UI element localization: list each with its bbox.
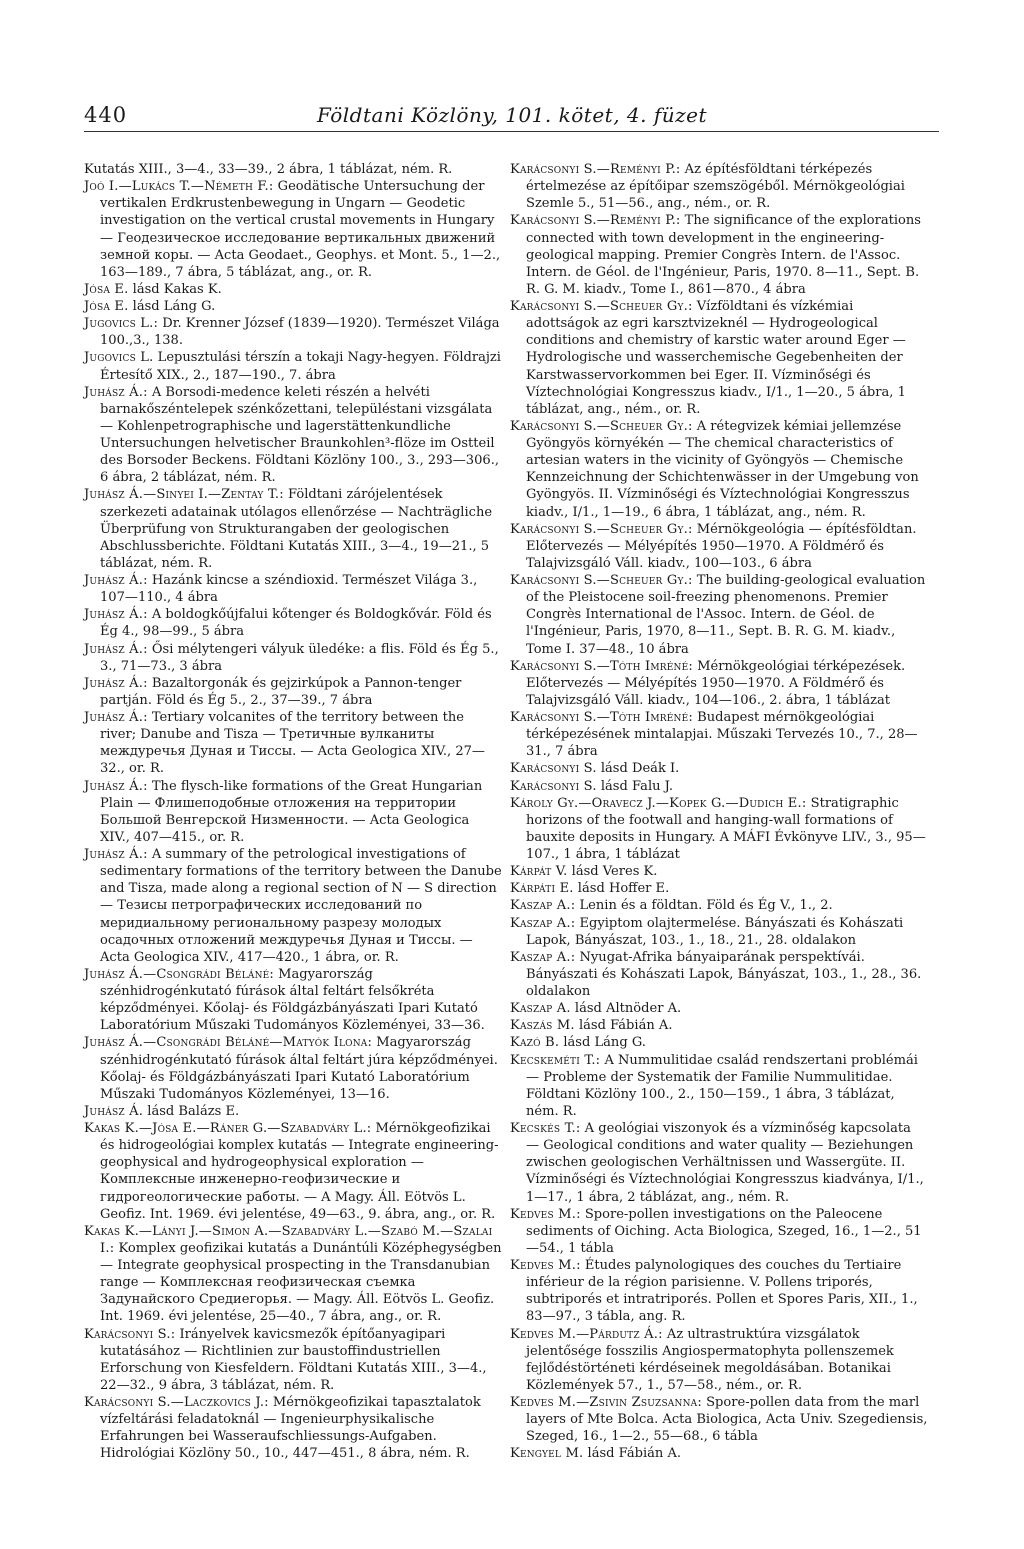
entry-text: Lenin és a földtan. Föld és Ég V., 1., 2.	[579, 898, 833, 914]
bibliography-entry	[510, 778, 928, 795]
entry-author: Karácsonyi S.—Reményi P.:	[510, 213, 681, 229]
entry-author: Kaszap A.:	[510, 949, 576, 965]
entry-author: Karácsonyi S.—Scheuer Gy.:	[510, 521, 693, 537]
bibliography-entry	[510, 709, 928, 760]
entry-author: Juhász Á.—Csongrádi Béláné—Matyók Ilona:	[84, 1035, 373, 1051]
entry-author: Kecskés T.:	[510, 1121, 581, 1136]
entry-text: Hazánk kincse a széndioxid. Természet Világa 3., 107—110., 4 ábra	[100, 573, 478, 606]
entry-text: A boldogkőújfalui kőtenger és Boldogkővár. Föld és Ég 4., 98—99., 5 ábra	[100, 607, 492, 640]
entry-text: Földtani zárójelentések szerkezeti adatainak utólagos ellenőrzése — Nachträgliche Überprüfung von Strukturangaben der geologischen Abschlussberichte. Földtani Kutatás XIII., 3—4., 19—21., 5 táblázat, ném. R.	[100, 487, 493, 571]
entry-text: Stratigraphic horizons of the footwall and hanging-wall formations of bauxite deposits in Hungary. A MÁFI Évkönyve LIV., 3., 95—107., 1 ábra, 1 táblázat	[526, 795, 926, 862]
entry-author: Karácsonyi S.—Scheuer Gy.:	[510, 299, 693, 314]
entry-text: Budapest mérnökgeológiai térképezésének mintalapjai. Műszaki Tervezés 10., 7., 28—31., 7 ábra	[526, 710, 918, 760]
entry-author: Joó I.—Lukács T.—Németh F.:	[84, 179, 274, 195]
entry-text: The significance of the explorations connected with town development in the engineering-geological mapping. Premier Congrès Intern. de l'Assoc. Intern. de Géol. de l'Ingénieur, Paris, 1970. 8—11., Sept. B. R. G. M. kiadv., Tome I., 861—870., 4 ábra	[526, 213, 921, 297]
bibliography-entry	[84, 349, 502, 383]
bibliography-entry	[84, 641, 502, 675]
entry-author: Juhász Á.:	[84, 847, 148, 862]
entry-text: lásd Deák I.	[600, 761, 680, 777]
bibliography-entry	[510, 1052, 928, 1121]
entry-text: lásd Láng G.	[132, 299, 216, 314]
entry-author: Kazó B.	[510, 1035, 560, 1051]
bibliography-entry	[84, 1394, 502, 1463]
entry-text: A Nummulitidae család rendszertani problémái — Probleme der Systematik der Familie Nummulitidae. Földtani Közlöny 100., 2., 150—159., 1 ábra, 3 táblázat, ném. R.	[526, 1052, 918, 1119]
page-header	[84, 103, 940, 133]
bibliography-entry	[84, 1223, 502, 1326]
bibliography-entry	[84, 1326, 502, 1395]
entry-author: Karácsonyi S.	[510, 778, 597, 794]
bibliography-entry	[510, 521, 928, 572]
bibliography-entry	[84, 1120, 502, 1223]
entry-text: Spore-pollen data from the marl layers of Mte Bolca. Acta Biologica, Acta Univ. Szegediensis, Szeged, 16., 1—2., 55—68., 6 tábla	[526, 1395, 928, 1445]
entry-text: Irányelvek kavicsmezők építőanyagipari kutatásához — Richtlinien zur baustoffindustriellen Erforschung von Kiesfeldern. Földtani Kutatás XIII., 3—4., 22—32., 9 ábra, 3 táblázat, ném. R.	[100, 1326, 487, 1393]
bibliography-entry	[84, 178, 502, 281]
header-rule	[84, 131, 939, 132]
entry-text: A summary of the petrological investigations of sedimentary formations of the territory between the Danube and Tisza, made along a regional section of N — S direction — Тезисы петрографических исследований по меридиальному региональному разрезу молодых осадочных отложений междуречья Дуная и Тиссы. — Acta Geologica XIV., 417—420., 1 ábra, or. R.	[100, 847, 502, 965]
entry-author: Jósa E.	[84, 299, 129, 314]
bibliography-entry	[510, 161, 928, 212]
entry-text: lásd Fábián A.	[587, 1446, 682, 1462]
bibliography-entry	[84, 572, 502, 606]
entry-author: Kecskeméti T.:	[510, 1052, 601, 1068]
bibliography-entry	[84, 298, 502, 315]
bibliography-entry	[84, 161, 502, 178]
entry-text: lásd Falu J.	[600, 778, 674, 794]
bibliography-entry	[510, 1394, 928, 1445]
entry-text: Spore-pollen investigations on the Paleocene sediments of Oiching. Acta Biologica, Szeged, 16., 1—2., 51—54., 1 tábla	[526, 1206, 922, 1256]
entry-author: Juhász Á.:	[84, 384, 148, 400]
entry-text: Egyiptom olajtermelése. Bányászati és Kohászati Lapok, Bányászat, 103., 1., 18., 21., 28. oldalakon	[526, 915, 904, 948]
bibliography-entry	[84, 1103, 502, 1120]
bibliography-entry	[84, 966, 502, 1035]
entry-author: Károly Gy.—Oravecz J.—Kopek G.—Dudich E.:	[510, 795, 807, 811]
entry-author: Karácsonyi S.—Reményi P.:	[510, 162, 681, 177]
entry-author: Jósa E.	[84, 281, 129, 297]
left-column	[84, 161, 502, 1463]
bibliography-entry	[510, 1000, 928, 1017]
entry-text: Mérnökgeofizikai és hidrogeológiai komplex kutatás — Integrate engineering-geophysical and hydrogeophysical exploration — Комплексные инженерно-геофизические и гидрогеологические работы. — A Magy. Áll. Eötvös L. Geofiz. Int. 1969. évi jelentése, 49—63., 9. ábra, ang., or. R.	[100, 1121, 499, 1222]
entry-author: Kaszás M.	[510, 1018, 575, 1034]
entry-text: A geológiai viszonyok és a vízminőség kapcsolata — Geological conditions and water quality — Beziehungen zwischen geologischen Verhältnissen und Wassergüte. II. Vízminőségi és Víztechnológiai Kongresszus kiadványa, I/1., 1—17., 1 ábra, 2 táblázat, ang., ném. R.	[526, 1121, 924, 1205]
running-title: Földtani Közlöny, 101. kötet, 4. füzet	[316, 103, 708, 127]
entry-author: Juhász Á.:	[84, 607, 148, 623]
entry-author: Karácsonyi S.	[510, 761, 597, 777]
bibliography-entry	[84, 486, 502, 572]
entry-text: lásd Hoffer E.	[577, 881, 670, 897]
bibliography-entry	[510, 760, 928, 777]
entry-text: Komplex geofizikai kutatás a Dunántúli Középhegységben — Integrate geophysical prospecting in the Transdanubian range — Комплексная геофизическая съемка Задунайского Средиегорья. — Magy. Áll. Eötvös L. Geofiz. Int. 1969. évi jelentése, 25—40., 7 ábra, ang., or. R.	[100, 1240, 502, 1325]
bibliography-entry	[84, 846, 502, 966]
entry-text: Kutatás XIII., 3—4., 33—39., 2 ábra, 1 táblázat, ném. R.	[84, 162, 453, 177]
bibliography-entry	[510, 1017, 928, 1034]
bibliography-entry	[84, 709, 502, 778]
bibliography-entry	[84, 778, 502, 847]
bibliography-entry	[510, 1257, 928, 1326]
entry-author: Karácsonyi S.—Scheuer Gy.:	[510, 418, 693, 434]
entry-text: lásd Láng G.	[563, 1035, 646, 1051]
entry-text: Études palynologiques des couches du Tertiaire inférieur de la région parisienne. V. Pollens triporés, subtriporés et intratriporés. Pollen et Spores Paris, XII., 1., 83—97., 3 tábla, ang. R.	[526, 1258, 918, 1325]
bibliography-entry	[510, 212, 928, 298]
entry-text: Nyugat-Afrika bányaiparának perspektívái. Bányászati és Kohászati Lapok, Bányászat, 103., 1., 28., 36. oldalakon	[526, 949, 922, 999]
entry-author: Jugovics L.:	[84, 316, 159, 332]
bibliography-entry	[510, 1120, 928, 1206]
entry-author: Kárpáti E.	[510, 881, 574, 897]
entry-text: lásd Veres K.	[571, 864, 658, 880]
entry-text: Mérnökgeofizikai tapasztalatok vízfeltárási feladatoknál — Ingenieurphysikalische Erfahrungen bei Wasseraufschliessungs-Aufgaben. Hidrológiai Közlöny 50., 10., 447—451., 8 ábra, ném. R.	[100, 1395, 481, 1462]
entry-text: Mérnökgeológiai térképezések. Előtervezés — Mélyépítés 1950—1970. A Földmérő és Talajvizsgáló Váll. kiadv., 104—106., 2. ábra, 1 táblázat	[526, 658, 906, 708]
entry-author: Juhász Á.—Csongrádi Béláné:	[84, 966, 275, 982]
bibliography-entry	[84, 1034, 502, 1103]
entry-author: Juhász Á.—Sinyei I.—Zentay T.:	[84, 487, 284, 503]
entry-text: The building-geological evaluation of the Pleistocene soil-freezing phenomenons. Premier Congrès International de l'Assoc. Intern. de Géol. de l'Ingénieur, Paris, 1970, 8—11., Sept. B. R. G. M. kiadv., Tome I. 37—48., 10 ábra	[526, 573, 926, 657]
entry-author: Juhász Á.:	[84, 641, 148, 657]
entry-author: Kakas K.—Jósa E.—Ráner G.—Szabadváry L.:	[84, 1121, 372, 1136]
bibliography-entry	[84, 384, 502, 487]
entry-text: Magyarország szénhidrogénkutató fúrások által feltárt júra képződményei. Kőolaj- és Földgázbányászati Ipari Kutató Laboratórium Műszaki Tudományos Közleményei, 13—16.	[100, 1035, 498, 1102]
entry-author: Kaszap A.	[510, 1001, 571, 1017]
entry-author: Juhász Á.:	[84, 710, 148, 725]
entry-text: Geodätische Untersuchung der vertikalen Erdkrustenbewegung in Ungarn — Geodetic investigation on the vertical crustal movements in Hungary — Геодезическое исследование вертикальных движений земной коры. — Acta Geodaet., Geophys. et Mont. 5., 1—2., 163—189., 7 ábra, 5 táblázat, ang., or. R.	[100, 179, 501, 280]
entry-text: The flysch-like formations of the Great Hungarian Plain — Флишеподобные отложения на территории Большой Венгерской Низменности. — Acta Geologica XIV., 407—415., or. R.	[100, 778, 483, 845]
bibliography-entry	[510, 1034, 928, 1051]
entry-text: lásd Altnöder A.	[574, 1001, 682, 1017]
entry-text: lásd Kakas K.	[132, 281, 222, 297]
entry-text: A Borsodi-medence keleti részén a helvéti barnakőszéntelepek szénkőzettani, településtani vizsgálata — Kohlenpetrographische und lagerstättenkundliche Untersuchungen helvetischer Braunkohlen³-flöze im Ostteil des Borsoder Beckens. Földtani Közlöny 100., 3., 293—306., 6 ábra, 2 táblázat, ném. R.	[100, 384, 500, 486]
entry-author: Kedves M.:	[510, 1206, 581, 1222]
entry-text: Az építésföldtani térképezés értelmezése az építőipar szemszögéből. Mérnökgeológiai Szemle 5., 51—56., ang., ném., or. R.	[526, 162, 905, 212]
bibliography-entry	[510, 1206, 928, 1257]
entry-author: Karácsonyi S.—Laczkovics J.:	[84, 1395, 269, 1410]
entry-author: Kedves M.:	[510, 1258, 581, 1273]
bibliography-entry	[84, 281, 502, 298]
entry-author: Karácsonyi S.:	[84, 1326, 176, 1342]
bibliography-entry	[510, 949, 928, 1000]
entry-text: Magyarország szénhidrogénkutató fúrások által feltárt felsőkréta képződményei. Kőolaj- és Földgázbányászati Ipari Kutató Laboratórium Műszaki Tudományos Közleményei, 33—36.	[100, 966, 485, 1034]
bibliography-entry	[510, 795, 928, 864]
entry-text: Tertiary volcanites of the territory between the river; Danube and Tisza — Третичные вулканиты междуречья Дуная и Тиссы. — Acta Geologica XIV., 27—32., or. R.	[100, 710, 485, 777]
right-column	[510, 161, 928, 1463]
bibliography-entry	[510, 915, 928, 949]
entry-author: Kaszap A.:	[510, 898, 576, 914]
page-number: 440	[84, 103, 128, 127]
entry-author: Jugovics L.	[84, 350, 154, 366]
bibliography-entry	[84, 315, 502, 349]
entry-text: Ősi mélytengeri vályuk üledéke: a flis. Föld és Ég 5., 3., 71—73., 3 ábra	[100, 641, 499, 674]
bibliography-entry	[510, 1445, 928, 1462]
entry-author: Juhász Á.:	[84, 778, 148, 794]
entry-author: Kárpát V.	[510, 864, 568, 880]
bibliography-entry	[84, 675, 502, 709]
entry-author: Karácsonyi S.—Scheuer Gy.:	[510, 573, 693, 588]
bibliography-entry	[84, 606, 502, 640]
entry-author: Kaszap A.:	[510, 915, 576, 931]
entry-text: Bazaltorgonák és gejzirkúpok a Pannon-tenger partján. Föld és Ég 5., 2., 37—39., 7 ábra	[100, 675, 462, 708]
bibliography-entry	[510, 880, 928, 897]
entry-text: Dr. Krenner József (1839—1920). Természet Világa 100.,3., 138.	[100, 316, 500, 349]
bibliography-entry	[510, 897, 928, 914]
entry-author: Karácsonyi S.—Tóth Imréné:	[510, 658, 693, 674]
entry-text: Vízföldtani és vízkémiai adottságok az egri karsztvizeknél — Hydrogeological conditions and chemistry of karstic water around Eger — Hydrologische und wasserchemische Gegebenheiten der Karstwasservorkommen bei Eger. II. Vízminőségi és Víztechnológiai Kongresszus kiadv., I/1., 1—20., 5 ábra, 1 táblázat, ang., ném., or. R.	[526, 299, 906, 417]
entry-text: lásd Fábián A.	[578, 1018, 673, 1034]
bibliography-entry	[510, 572, 928, 658]
entry-author: Karácsonyi S.—Tóth Imréné:	[510, 710, 693, 725]
entry-author: Juhász Á.:	[84, 573, 148, 588]
entry-text: Mérnökgeológia — építésföldtan. Előtervezés — Mélyépítés 1950—1970. A Földmérő és Talajvizsgáló Váll. kiadv., 100—103., 6 ábra	[526, 521, 917, 571]
bibliography-entry	[510, 418, 928, 521]
bibliography-entry	[510, 1326, 928, 1395]
entry-text: Az ultrastruktúra vizsgálatok jelentősége fosszilis Angiospermatophyta pollenszemek fejlődéstörténeti kérdéseinek megoldásában. Botanikai Közlemények 57., 1., 57—58., ném., or. R.	[526, 1326, 894, 1393]
entry-author: Kedves M.—Párdutz Á.:	[510, 1326, 663, 1342]
entry-author: Kakas K.—Lányi J.—Simon A.—Szabadváry L.—Szabó M.—Szalai I.:	[84, 1223, 493, 1256]
entry-author: Juhász Á.	[84, 1103, 144, 1119]
entry-author: Kedves M.—Zsivin Zsuzsanna:	[510, 1395, 702, 1410]
entry-author: Juhász Á.:	[84, 675, 148, 691]
bibliography-entry	[510, 658, 928, 709]
entry-text: A rétegvizek kémiai jellemzése Gyöngyös környékén — The chemical characteristics of artesian waters in the vicinity of Gyöngyös — Chemische Kennzeichnung der Schichtenwässer in der Umgebung von Gyöngyös. II. Vízminőségi és Víztechnológiai Kongresszus kiadv., I/1., 1—19., 6 ábra, 1 táblázat, ang., ném. R.	[526, 418, 919, 520]
bibliography-entry	[510, 863, 928, 880]
bibliography-entry	[510, 298, 928, 418]
entry-author: Kengyel M.	[510, 1446, 584, 1462]
entry-text: Lepusztulási térszín a tokaji Nagy-hegyen. Földrajzi Értesítő XIX., 2., 187—190., 7. ábra	[100, 350, 501, 383]
entry-text: lásd Balázs E.	[147, 1103, 240, 1119]
